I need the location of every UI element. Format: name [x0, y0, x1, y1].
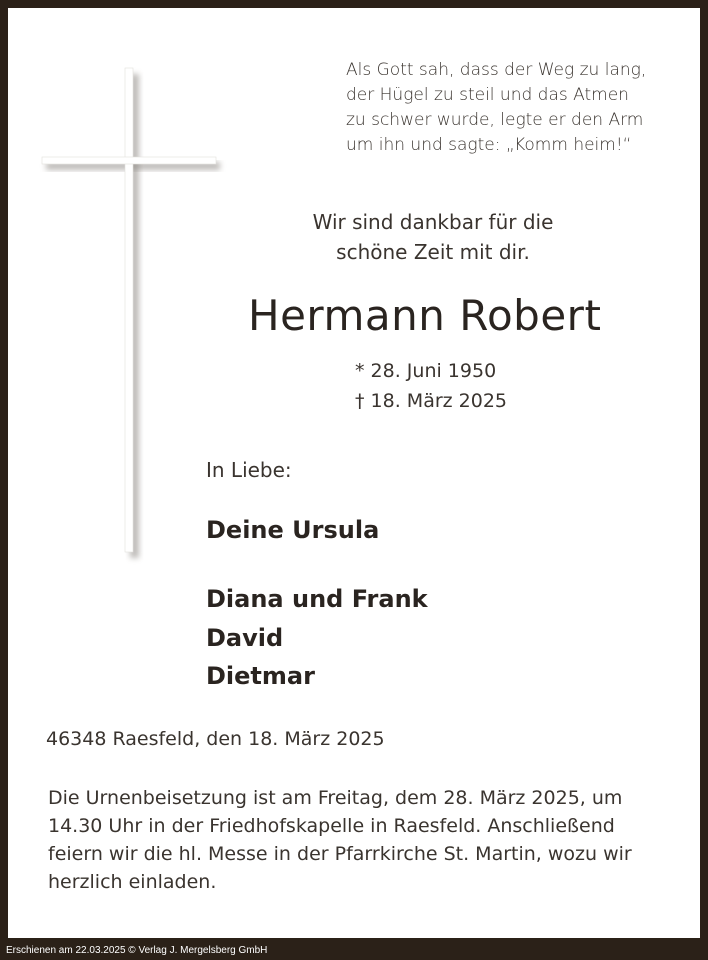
mourners-intro: In Liebe:	[206, 458, 292, 482]
family-member: Dietmar	[206, 662, 315, 690]
family-list	[206, 580, 428, 696]
publication-footer: Erschienen am 22.03.2025 © Verlag J. Mergelsberg GmbH	[6, 945, 268, 956]
notice-line: Die Urnenbeisetzung ist am Freitag, dem 28. März 2025, um	[48, 787, 623, 809]
family-member: Diana und Frank	[206, 585, 428, 613]
poem-line: Als Gott sah, dass der Weg zu lang,	[346, 60, 647, 80]
thanks-text	[258, 207, 608, 267]
poem-line: der Hügel zu steil und das Atmen	[346, 85, 629, 105]
funeral-notice	[48, 784, 632, 896]
place-date: 46348 Raesfeld, den 18. März 2025	[46, 728, 385, 750]
thanks-line: schöne Zeit mit dir.	[336, 240, 530, 264]
notice-line: feiern wir die hl. Messe in der Pfarrkirche St. Martin, wozu wir	[48, 843, 632, 865]
obituary-card	[8, 8, 700, 938]
notice-line: 14.30 Uhr in der Friedhofskapelle in Raesfeld. Anschließend	[48, 815, 615, 837]
poem-line: zu schwer wurde, legte er den Arm	[346, 110, 644, 130]
cross-icon	[38, 66, 238, 566]
spouse-name: Deine Ursula	[206, 516, 380, 544]
poem	[346, 58, 646, 158]
poem-line: um ihn und sagte: „Komm heim!“	[346, 135, 632, 155]
death-date: † 18. März 2025	[355, 390, 508, 412]
life-dates	[355, 356, 507, 416]
family-member: David	[206, 623, 284, 652]
deceased-name: Hermann Robert	[248, 291, 602, 340]
birth-date: * 28. Juni 1950	[355, 360, 497, 382]
notice-line: herzlich einladen.	[48, 871, 217, 893]
thanks-line: Wir sind dankbar für die	[312, 210, 554, 234]
